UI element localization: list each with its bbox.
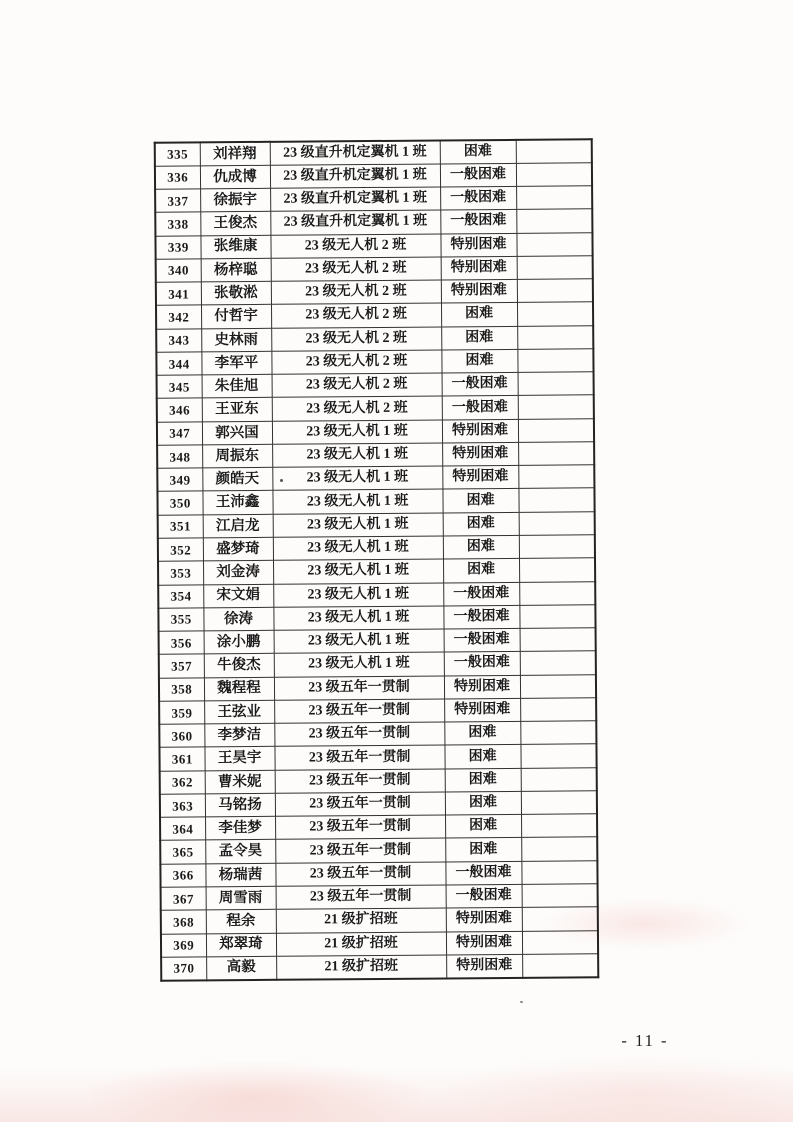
class-name-cell: 23 级无人机 1 班 bbox=[273, 559, 443, 584]
class-name-cell: 23 级五年一贯制 bbox=[276, 885, 446, 910]
table-row bbox=[160, 814, 597, 841]
class-name-cell: 23 级无人机 1 班 bbox=[274, 629, 444, 654]
student-name-cell: 马铭扬 bbox=[205, 793, 275, 817]
note-cell bbox=[518, 395, 594, 419]
class-name-cell: 23 级无人机 2 班 bbox=[271, 327, 441, 352]
note-cell bbox=[519, 581, 595, 605]
note-cell bbox=[518, 465, 594, 489]
note-cell bbox=[519, 605, 595, 629]
note-cell bbox=[521, 791, 597, 815]
note-cell bbox=[522, 930, 598, 954]
note-cell bbox=[518, 418, 594, 442]
student-name-cell: 孟令昊 bbox=[205, 840, 275, 864]
note-cell bbox=[517, 302, 593, 326]
table-row bbox=[160, 767, 597, 794]
table-row bbox=[157, 465, 594, 492]
difficulty-level-cell: 困难 bbox=[445, 768, 521, 792]
note-cell bbox=[518, 442, 594, 466]
row-index-cell: 365 bbox=[160, 840, 205, 864]
student-name-cell: 仇成博 bbox=[200, 165, 270, 189]
class-name-cell: 23 级五年一贯制 bbox=[275, 769, 445, 794]
student-name-cell: 王弦业 bbox=[204, 700, 274, 724]
student-name-cell: 高毅 bbox=[206, 956, 276, 980]
class-name-cell: 23 级五年一贯制 bbox=[275, 838, 445, 863]
difficulty-level-cell: 一般困难 bbox=[446, 884, 522, 908]
difficulty-level-cell: 困难 bbox=[443, 512, 519, 536]
note-cell bbox=[522, 907, 598, 931]
class-name-cell: 23 级无人机 1 班 bbox=[272, 466, 442, 491]
difficulty-level-cell: 困难 bbox=[445, 838, 521, 862]
class-name-cell: 23 级无人机 1 班 bbox=[272, 489, 442, 514]
difficulty-level-cell: 困难 bbox=[443, 559, 519, 583]
table-row bbox=[161, 930, 598, 957]
student-name-cell: 张维康 bbox=[200, 235, 270, 259]
student-name-cell: 李军平 bbox=[201, 351, 271, 375]
difficulty-level-cell: 特别困难 bbox=[441, 256, 517, 280]
class-name-cell: 23 级五年一贯制 bbox=[275, 815, 445, 840]
table-row bbox=[158, 605, 595, 632]
table-row bbox=[157, 488, 594, 515]
scan-smudge bbox=[0, 1067, 793, 1122]
row-index-cell: 359 bbox=[159, 701, 204, 725]
class-name-cell: 23 级无人机 2 班 bbox=[271, 350, 441, 375]
row-index-cell: 341 bbox=[156, 282, 201, 306]
row-index-cell: 354 bbox=[158, 584, 203, 608]
note-cell bbox=[517, 325, 593, 349]
row-index-cell: 369 bbox=[161, 933, 206, 957]
scan-smudge bbox=[450, 1055, 793, 1122]
difficulty-level-cell: 一般困难 bbox=[440, 210, 516, 234]
student-name-cell: 魏程程 bbox=[204, 677, 274, 701]
row-index-cell: 343 bbox=[156, 328, 201, 352]
row-index-cell: 366 bbox=[160, 864, 205, 888]
row-index-cell: 355 bbox=[158, 608, 203, 632]
student-name-cell: 王昊宇 bbox=[204, 747, 274, 771]
table-row bbox=[158, 581, 595, 608]
difficulty-level-cell: 困难 bbox=[444, 745, 520, 769]
note-cell bbox=[516, 232, 592, 256]
row-index-cell: 344 bbox=[156, 352, 201, 376]
note-cell bbox=[521, 767, 597, 791]
class-name-cell: 21 级扩招班 bbox=[276, 955, 446, 980]
row-index-cell: 346 bbox=[157, 398, 202, 422]
class-name-cell: 23 级无人机 1 班 bbox=[273, 513, 443, 538]
difficulty-level-cell: 特别困难 bbox=[446, 908, 522, 932]
difficulty-level-cell: 特别困难 bbox=[442, 419, 518, 443]
difficulty-level-cell: 特别困难 bbox=[442, 466, 518, 490]
difficulty-level-cell: 一般困难 bbox=[444, 652, 520, 676]
student-name-cell: 朱佳旭 bbox=[202, 374, 272, 398]
table-row bbox=[160, 837, 597, 864]
student-name-cell: 李梦洁 bbox=[204, 723, 274, 747]
row-index-cell: 367 bbox=[161, 887, 206, 911]
student-name-cell: 牛俊杰 bbox=[204, 654, 274, 678]
row-index-cell: 358 bbox=[159, 677, 204, 701]
difficulty-level-cell: 特别困难 bbox=[446, 931, 522, 955]
student-name-cell: 刘祥翔 bbox=[200, 142, 270, 166]
note-cell bbox=[521, 861, 597, 885]
page-number: - 11 - bbox=[621, 1031, 669, 1050]
difficulty-level-cell: 困难 bbox=[440, 140, 516, 164]
difficulty-level-cell: 特别困难 bbox=[441, 279, 517, 303]
table-row bbox=[155, 232, 592, 259]
student-name-cell: 徐振宇 bbox=[200, 188, 270, 212]
note-cell bbox=[519, 535, 595, 559]
difficulty-level-cell: 一般困难 bbox=[440, 186, 516, 210]
class-name-cell: 23 级无人机 1 班 bbox=[274, 652, 444, 677]
difficulty-level-cell: 困难 bbox=[443, 535, 519, 559]
class-name-cell: 23 级无人机 2 班 bbox=[271, 280, 441, 305]
class-name-cell: 23 级五年一贯制 bbox=[274, 699, 444, 724]
row-index-cell: 361 bbox=[159, 747, 204, 771]
class-name-cell: 23 级无人机 2 班 bbox=[270, 234, 440, 259]
scan-speck bbox=[280, 479, 283, 482]
table-row bbox=[159, 698, 596, 725]
class-name-cell: 23 级无人机 2 班 bbox=[271, 257, 441, 282]
table-row bbox=[156, 302, 593, 329]
table-row bbox=[159, 628, 596, 655]
scan-smudge bbox=[90, 1062, 420, 1122]
row-index-cell: 339 bbox=[155, 235, 200, 259]
class-name-cell: 23 级五年一贯制 bbox=[274, 676, 444, 701]
row-index-cell: 340 bbox=[156, 259, 201, 283]
student-name-cell: 宋文娟 bbox=[203, 584, 273, 608]
row-index-cell: 350 bbox=[157, 491, 202, 515]
student-name-cell: 杨梓聪 bbox=[201, 258, 271, 282]
class-name-cell: 23 级无人机 1 班 bbox=[272, 443, 442, 468]
row-index-cell: 364 bbox=[160, 817, 205, 841]
table-row bbox=[156, 279, 593, 306]
difficulty-level-cell: 一般困难 bbox=[443, 605, 519, 629]
student-name-cell: 付哲宇 bbox=[201, 305, 271, 329]
class-name-cell: 23 级直升机定翼机 1 班 bbox=[270, 164, 440, 189]
table-row bbox=[157, 395, 594, 422]
table-row bbox=[158, 558, 595, 585]
student-name-cell: 颜皓天 bbox=[202, 468, 272, 492]
note-cell bbox=[521, 837, 597, 861]
difficulty-level-cell: 一般困难 bbox=[445, 861, 521, 885]
class-name-cell: 23 级直升机定翼机 1 班 bbox=[270, 187, 440, 212]
student-name-cell: 杨瑞茜 bbox=[205, 863, 275, 887]
difficulty-level-cell: 一般困难 bbox=[442, 373, 518, 397]
scan-speck bbox=[520, 1001, 523, 1003]
class-name-cell: 21 级扩招班 bbox=[276, 908, 446, 933]
table-row bbox=[160, 861, 597, 888]
note-cell bbox=[520, 744, 596, 768]
class-name-cell: 23 级五年一贯制 bbox=[275, 862, 445, 887]
student-name-cell: 江启龙 bbox=[203, 514, 273, 538]
difficulty-level-cell: 特别困难 bbox=[440, 233, 516, 257]
row-index-cell: 356 bbox=[159, 631, 204, 655]
student-table-body bbox=[155, 139, 599, 980]
class-name-cell: 23 级无人机 1 班 bbox=[272, 420, 442, 445]
row-index-cell: 370 bbox=[161, 957, 206, 981]
row-index-cell: 351 bbox=[158, 515, 203, 539]
note-cell bbox=[517, 279, 593, 303]
table-row bbox=[155, 209, 592, 236]
difficulty-level-cell: 特别困难 bbox=[444, 675, 520, 699]
note-cell bbox=[520, 698, 596, 722]
class-name-cell: 23 级直升机定翼机 1 班 bbox=[270, 210, 440, 235]
table-row bbox=[158, 535, 595, 562]
row-index-cell: 349 bbox=[157, 468, 202, 492]
note-cell bbox=[519, 512, 595, 536]
difficulty-level-cell: 困难 bbox=[441, 349, 517, 373]
student-name-cell: 张敬淞 bbox=[201, 281, 271, 305]
student-name-cell: 曹米妮 bbox=[205, 770, 275, 794]
table-row bbox=[157, 418, 594, 445]
note-cell bbox=[516, 209, 592, 233]
table-row bbox=[161, 954, 598, 981]
table-row bbox=[157, 372, 594, 399]
row-index-cell: 335 bbox=[155, 142, 200, 166]
class-name-cell: 21 级扩招班 bbox=[276, 931, 446, 956]
difficulty-level-cell: 困难 bbox=[445, 815, 521, 839]
table-row bbox=[155, 139, 592, 166]
note-cell bbox=[516, 139, 592, 163]
difficulty-level-cell: 困难 bbox=[442, 489, 518, 513]
row-index-cell: 353 bbox=[158, 561, 203, 585]
class-name-cell: 23 级直升机定翼机 1 班 bbox=[270, 140, 440, 165]
table-row bbox=[158, 512, 595, 539]
note-cell bbox=[517, 349, 593, 373]
difficulty-level-cell: 特别困难 bbox=[444, 698, 520, 722]
note-cell bbox=[522, 954, 598, 978]
class-name-cell: 23 级五年一贯制 bbox=[274, 722, 444, 747]
student-name-cell: 程余 bbox=[206, 910, 276, 934]
difficulty-level-cell: 特别困难 bbox=[446, 954, 522, 978]
row-index-cell: 352 bbox=[158, 538, 203, 562]
table-row bbox=[155, 186, 592, 213]
table-row bbox=[155, 163, 592, 190]
student-aid-table-grid bbox=[154, 138, 600, 981]
note-cell bbox=[521, 814, 597, 838]
row-index-cell: 368 bbox=[161, 910, 206, 934]
row-index-cell: 348 bbox=[157, 445, 202, 469]
difficulty-level-cell: 一般困难 bbox=[444, 628, 520, 652]
class-name-cell: 23 级无人机 1 班 bbox=[273, 536, 443, 561]
student-name-cell: 郭兴国 bbox=[202, 421, 272, 445]
difficulty-level-cell: 一般困难 bbox=[443, 582, 519, 606]
student-name-cell: 史林雨 bbox=[201, 328, 271, 352]
student-name-cell: 王沛鑫 bbox=[202, 491, 272, 515]
row-index-cell: 337 bbox=[155, 189, 200, 213]
table-row bbox=[156, 349, 593, 376]
student-name-cell: 王亚东 bbox=[202, 398, 272, 422]
student-name-cell: 李佳梦 bbox=[205, 817, 275, 841]
note-cell bbox=[516, 186, 592, 210]
note-cell bbox=[520, 721, 596, 745]
student-name-cell: 王俊杰 bbox=[200, 212, 270, 236]
note-cell bbox=[520, 628, 596, 652]
student-name-cell: 刘金涛 bbox=[203, 561, 273, 585]
student-name-cell: 盛梦琦 bbox=[203, 537, 273, 561]
difficulty-level-cell: 困难 bbox=[445, 791, 521, 815]
class-name-cell: 23 级无人机 1 班 bbox=[273, 606, 443, 631]
row-index-cell: 345 bbox=[157, 375, 202, 399]
note-cell bbox=[520, 651, 596, 675]
row-index-cell: 357 bbox=[159, 654, 204, 678]
difficulty-level-cell: 困难 bbox=[441, 303, 517, 327]
student-name-cell: 周雪雨 bbox=[206, 886, 276, 910]
row-index-cell: 338 bbox=[155, 212, 200, 236]
class-name-cell: 23 级无人机 1 班 bbox=[273, 583, 443, 608]
table-row bbox=[157, 442, 594, 469]
row-index-cell: 342 bbox=[156, 305, 201, 329]
table-row bbox=[156, 325, 593, 352]
row-index-cell: 360 bbox=[159, 724, 204, 748]
student-name-cell: 周振东 bbox=[202, 444, 272, 468]
row-index-cell: 347 bbox=[157, 422, 202, 446]
student-name-cell: 涂小鹏 bbox=[204, 630, 274, 654]
difficulty-level-cell: 一般困难 bbox=[442, 396, 518, 420]
difficulty-level-cell: 特别困难 bbox=[442, 442, 518, 466]
class-name-cell: 23 级五年一贯制 bbox=[274, 745, 444, 770]
note-cell bbox=[520, 674, 596, 698]
table-row bbox=[161, 907, 598, 934]
note-cell bbox=[516, 163, 592, 187]
difficulty-level-cell: 困难 bbox=[441, 326, 517, 350]
class-name-cell: 23 级无人机 2 班 bbox=[272, 396, 442, 421]
note-cell bbox=[518, 372, 594, 396]
note-cell bbox=[517, 256, 593, 280]
student-name-cell: 徐涛 bbox=[203, 607, 273, 631]
student-name-cell: 郑翠琦 bbox=[206, 933, 276, 957]
table-row bbox=[159, 721, 596, 748]
row-index-cell: 362 bbox=[160, 771, 205, 795]
table-row bbox=[159, 674, 596, 701]
difficulty-level-cell: 一般困难 bbox=[440, 163, 516, 187]
row-index-cell: 336 bbox=[155, 166, 200, 190]
table-row bbox=[159, 651, 596, 678]
student-aid-table bbox=[154, 138, 598, 981]
table-row bbox=[156, 256, 593, 283]
class-name-cell: 23 级五年一贯制 bbox=[275, 792, 445, 817]
note-cell bbox=[518, 488, 594, 512]
note-cell bbox=[522, 884, 598, 908]
table-row bbox=[161, 884, 598, 911]
class-name-cell: 23 级无人机 2 班 bbox=[271, 303, 441, 328]
difficulty-level-cell: 困难 bbox=[444, 722, 520, 746]
table-row bbox=[160, 791, 597, 818]
class-name-cell: 23 级无人机 2 班 bbox=[272, 373, 442, 398]
row-index-cell: 363 bbox=[160, 794, 205, 818]
table-row bbox=[159, 744, 596, 771]
note-cell bbox=[519, 558, 595, 582]
